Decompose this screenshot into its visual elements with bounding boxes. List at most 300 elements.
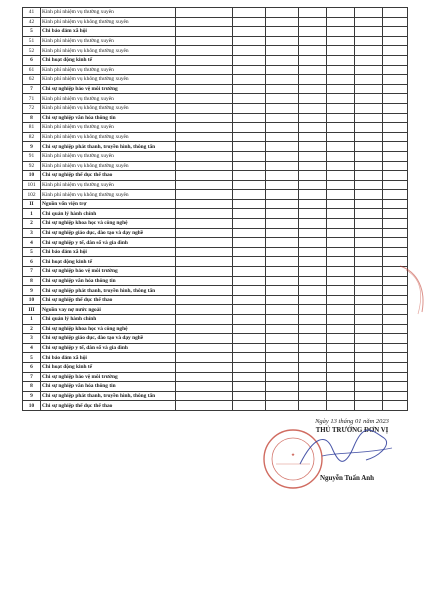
value-cell (355, 343, 383, 353)
value-cell (233, 84, 266, 94)
value-cell (355, 276, 383, 286)
row-label: Kinh phí nhiệm vụ thường xuyên (41, 65, 176, 75)
value-cell (327, 171, 355, 181)
row-label: Chi quản lý hành chính (41, 209, 176, 219)
row-label: Chi hoạt động kinh tế (41, 362, 176, 372)
row-label: Kinh phí nhiệm vụ không thường xuyên (41, 17, 176, 27)
value-cell (327, 161, 355, 171)
value-cell (266, 353, 299, 363)
value-cell (327, 27, 355, 37)
value-cell (327, 305, 355, 315)
row-number: 3 (23, 228, 41, 238)
row-number: 7 (23, 84, 41, 94)
row-label: Kinh phí nhiệm vụ thường xuyên (41, 123, 176, 133)
value-cell (176, 334, 233, 344)
value-cell (383, 75, 408, 85)
value-cell (266, 267, 299, 277)
value-cell (383, 36, 408, 46)
value-cell (176, 324, 233, 334)
row-number: 82 (23, 132, 41, 142)
value-cell (355, 305, 383, 315)
value-cell (299, 36, 327, 46)
value-cell (233, 257, 266, 267)
value-cell (383, 238, 408, 248)
value-cell (233, 247, 266, 257)
value-cell (299, 27, 327, 37)
value-cell (327, 36, 355, 46)
value-cell (355, 190, 383, 200)
row-number: 8 (23, 276, 41, 286)
value-cell (233, 209, 266, 219)
table-row (23, 103, 408, 113)
row-number: 41 (23, 8, 41, 18)
value-cell (266, 27, 299, 37)
value-cell (176, 315, 233, 325)
table-row (23, 132, 408, 142)
value-cell (327, 324, 355, 334)
value-cell (383, 391, 408, 401)
value-cell (299, 132, 327, 142)
value-cell (233, 305, 266, 315)
value-cell (299, 17, 327, 27)
row-label: Chi sự nghiệp y tế, dân số và gia đình (41, 343, 176, 353)
value-cell (266, 36, 299, 46)
value-cell (266, 343, 299, 353)
value-cell (355, 65, 383, 75)
value-cell (383, 55, 408, 65)
value-cell (327, 401, 355, 411)
value-cell (327, 247, 355, 257)
table-row (23, 84, 408, 94)
value-cell (299, 343, 327, 353)
value-cell (233, 142, 266, 152)
value-cell (355, 46, 383, 56)
row-number: 8 (23, 382, 41, 392)
value-cell (266, 161, 299, 171)
value-cell (383, 113, 408, 123)
value-cell (176, 36, 233, 46)
row-label: Kinh phí nhiệm vụ không thường xuyên (41, 132, 176, 142)
table-row (23, 286, 408, 296)
value-cell (266, 382, 299, 392)
value-cell (233, 286, 266, 296)
value-cell (266, 190, 299, 200)
row-label: Chi hoạt động kinh tế (41, 55, 176, 65)
signature-block (262, 418, 412, 482)
value-cell (383, 228, 408, 238)
value-cell (327, 353, 355, 363)
value-cell (233, 219, 266, 229)
value-cell (233, 113, 266, 123)
table-row (23, 324, 408, 334)
value-cell (383, 324, 408, 334)
table-row (23, 142, 408, 152)
value-cell (266, 171, 299, 181)
value-cell (266, 65, 299, 75)
value-cell (355, 75, 383, 85)
svg-text:★: ★ (290, 452, 296, 457)
value-cell (233, 276, 266, 286)
value-cell (355, 8, 383, 18)
table-row (23, 257, 408, 267)
value-cell (383, 103, 408, 113)
row-label: Kinh phí nhiệm vụ thường xuyên (41, 180, 176, 190)
value-cell (266, 17, 299, 27)
value-cell (266, 209, 299, 219)
value-cell (327, 17, 355, 27)
value-cell (383, 27, 408, 37)
table-row (23, 151, 408, 161)
value-cell (233, 190, 266, 200)
value-cell (327, 276, 355, 286)
value-cell (299, 305, 327, 315)
row-number: 101 (23, 180, 41, 190)
row-label: Chi sự nghiệp giáo dục, đào tạo và dạy nghề (41, 334, 176, 344)
value-cell (355, 228, 383, 238)
value-cell (266, 180, 299, 190)
value-cell (266, 315, 299, 325)
value-cell (383, 334, 408, 344)
value-cell (176, 391, 233, 401)
value-cell (233, 171, 266, 181)
row-number: 10 (23, 401, 41, 411)
value-cell (327, 257, 355, 267)
value-cell (355, 27, 383, 37)
value-cell (176, 142, 233, 152)
value-cell (233, 123, 266, 133)
value-cell (266, 199, 299, 209)
row-label: Chi sự nghiệp thể dục thể thao (41, 295, 176, 305)
value-cell (233, 46, 266, 56)
table-row (23, 171, 408, 181)
value-cell (383, 65, 408, 75)
value-cell (299, 334, 327, 344)
value-cell (176, 343, 233, 353)
value-cell (233, 199, 266, 209)
row-number: 4 (23, 343, 41, 353)
row-number: III (23, 305, 41, 315)
value-cell (299, 113, 327, 123)
table-row (23, 180, 408, 190)
signer-name: Nguyễn Tuấn Anh (319, 474, 375, 482)
value-cell (266, 55, 299, 65)
table-row (23, 334, 408, 344)
value-cell (266, 75, 299, 85)
row-number: 6 (23, 362, 41, 372)
row-label: Chi sự nghiệp văn hóa thông tin (41, 113, 176, 123)
value-cell (327, 362, 355, 372)
value-cell (233, 362, 266, 372)
row-label: Chi quản lý hành chính (41, 315, 176, 325)
value-cell (299, 257, 327, 267)
value-cell (383, 401, 408, 411)
value-cell (355, 113, 383, 123)
row-label: Kinh phí nhiệm vụ thường xuyên (41, 151, 176, 161)
value-cell (327, 65, 355, 75)
table-row (23, 382, 408, 392)
value-cell (383, 199, 408, 209)
value-cell (233, 401, 266, 411)
value-cell (266, 305, 299, 315)
value-cell (176, 219, 233, 229)
table-row (23, 55, 408, 65)
table-row (23, 46, 408, 56)
value-cell (299, 267, 327, 277)
value-cell (233, 228, 266, 238)
value-cell (355, 362, 383, 372)
value-cell (327, 219, 355, 229)
value-cell (266, 295, 299, 305)
value-cell (299, 324, 327, 334)
row-label: Kinh phí nhiệm vụ thường xuyên (41, 36, 176, 46)
value-cell (383, 94, 408, 104)
row-number: 71 (23, 94, 41, 104)
row-number: 61 (23, 65, 41, 75)
value-cell (327, 315, 355, 325)
table-row (23, 228, 408, 238)
row-number: 9 (23, 286, 41, 296)
row-label: Chi sự nghiệp văn hóa thông tin (41, 382, 176, 392)
table-row (23, 219, 408, 229)
handwritten-signature (292, 426, 402, 476)
value-cell (299, 362, 327, 372)
value-cell (233, 65, 266, 75)
value-cell (383, 372, 408, 382)
row-label: Chi hoạt động kinh tế (41, 257, 176, 267)
row-label: Nguồn vốn viện trợ (41, 199, 176, 209)
row-number: 6 (23, 257, 41, 267)
value-cell (383, 84, 408, 94)
value-cell (355, 295, 383, 305)
value-cell (327, 132, 355, 142)
value-cell (266, 286, 299, 296)
value-cell (233, 343, 266, 353)
value-cell (299, 353, 327, 363)
value-cell (327, 113, 355, 123)
table-row (23, 209, 408, 219)
row-label: Chi sự nghiệp bảo vệ môi trường (41, 267, 176, 277)
value-cell (383, 190, 408, 200)
row-number: 7 (23, 372, 41, 382)
value-cell (299, 238, 327, 248)
value-cell (176, 295, 233, 305)
value-cell (327, 180, 355, 190)
value-cell (176, 238, 233, 248)
value-cell (233, 372, 266, 382)
row-number: 91 (23, 151, 41, 161)
row-number: 62 (23, 75, 41, 85)
row-number: 9 (23, 142, 41, 152)
row-number: 72 (23, 103, 41, 113)
value-cell (176, 46, 233, 56)
table-row (23, 362, 408, 372)
value-cell (355, 247, 383, 257)
value-cell (355, 151, 383, 161)
value-cell (266, 46, 299, 56)
value-cell (355, 382, 383, 392)
value-cell (176, 171, 233, 181)
value-cell (176, 257, 233, 267)
value-cell (266, 372, 299, 382)
row-number: 81 (23, 123, 41, 133)
value-cell (176, 401, 233, 411)
value-cell (266, 228, 299, 238)
value-cell (299, 391, 327, 401)
value-cell (383, 353, 408, 363)
value-cell (176, 151, 233, 161)
row-label: Chi sự nghiệp văn hóa thông tin (41, 276, 176, 286)
value-cell (383, 382, 408, 392)
row-number: 42 (23, 17, 41, 27)
value-cell (299, 46, 327, 56)
value-cell (176, 123, 233, 133)
value-cell (299, 142, 327, 152)
row-number: 8 (23, 113, 41, 123)
value-cell (327, 382, 355, 392)
value-cell (299, 180, 327, 190)
value-cell (355, 219, 383, 229)
value-cell (383, 171, 408, 181)
value-cell (233, 55, 266, 65)
value-cell (355, 199, 383, 209)
value-cell (327, 46, 355, 56)
row-number: 4 (23, 238, 41, 248)
row-number: 102 (23, 190, 41, 200)
value-cell (327, 190, 355, 200)
value-cell (233, 353, 266, 363)
value-cell (327, 238, 355, 248)
value-cell (176, 228, 233, 238)
row-label: Nguồn vay nợ nước ngoài (41, 305, 176, 315)
value-cell (383, 362, 408, 372)
value-cell (233, 238, 266, 248)
value-cell (383, 180, 408, 190)
value-cell (299, 123, 327, 133)
value-cell (327, 55, 355, 65)
value-cell (299, 103, 327, 113)
value-cell (266, 113, 299, 123)
row-label: Chi sự nghiệp phát thanh, truyền hình, thông tấn (41, 286, 176, 296)
value-cell (355, 142, 383, 152)
signature-title: THỦ TRƯỞNG ĐƠN VỊ (315, 427, 389, 434)
row-number: 2 (23, 219, 41, 229)
table-row (23, 343, 408, 353)
row-number: 1 (23, 315, 41, 325)
value-cell (383, 161, 408, 171)
value-cell (176, 190, 233, 200)
value-cell (383, 151, 408, 161)
table-row (23, 267, 408, 277)
value-cell (299, 65, 327, 75)
value-cell (176, 103, 233, 113)
value-cell (176, 84, 233, 94)
value-cell (233, 295, 266, 305)
table-row (23, 199, 408, 209)
value-cell (266, 84, 299, 94)
value-cell (266, 276, 299, 286)
value-cell (355, 324, 383, 334)
row-label: Kinh phí nhiệm vụ thường xuyên (41, 8, 176, 18)
value-cell (383, 219, 408, 229)
value-cell (355, 103, 383, 113)
value-cell (176, 113, 233, 123)
value-cell (176, 17, 233, 27)
value-cell (176, 180, 233, 190)
value-cell (176, 161, 233, 171)
value-cell (327, 228, 355, 238)
value-cell (299, 199, 327, 209)
value-cell (176, 132, 233, 142)
value-cell (176, 276, 233, 286)
value-cell (327, 209, 355, 219)
value-cell (355, 267, 383, 277)
budget-table (22, 7, 408, 411)
value-cell (233, 17, 266, 27)
value-cell (299, 161, 327, 171)
value-cell (327, 267, 355, 277)
table-row (23, 123, 408, 133)
value-cell (233, 382, 266, 392)
value-cell (176, 372, 233, 382)
value-cell (327, 343, 355, 353)
value-cell (383, 142, 408, 152)
value-cell (383, 17, 408, 27)
row-label: Chi sự nghiệp bảo vệ môi trường (41, 372, 176, 382)
row-label: Chi bảo đảm xã hội (41, 27, 176, 37)
table-row (23, 17, 408, 27)
value-cell (327, 84, 355, 94)
row-label: Chi sự nghiệp y tế, dân số và gia đình (41, 238, 176, 248)
table-row (23, 161, 408, 171)
value-cell (355, 353, 383, 363)
value-cell (233, 36, 266, 46)
row-number: 7 (23, 267, 41, 277)
value-cell (233, 391, 266, 401)
row-number: 5 (23, 27, 41, 37)
value-cell (176, 286, 233, 296)
value-cell (266, 324, 299, 334)
row-number: 1 (23, 209, 41, 219)
value-cell (355, 286, 383, 296)
value-cell (383, 123, 408, 133)
value-cell (355, 132, 383, 142)
value-cell (299, 84, 327, 94)
table-row (23, 65, 408, 75)
row-number: II (23, 199, 41, 209)
value-cell (299, 8, 327, 18)
value-cell (176, 209, 233, 219)
table-row (23, 113, 408, 123)
value-cell (233, 103, 266, 113)
value-cell (266, 238, 299, 248)
value-cell (176, 305, 233, 315)
value-cell (266, 132, 299, 142)
value-cell (266, 8, 299, 18)
table-row (23, 401, 408, 411)
row-label: Kinh phí nhiệm vụ không thường xuyên (41, 161, 176, 171)
value-cell (299, 171, 327, 181)
value-cell (327, 151, 355, 161)
value-cell (383, 209, 408, 219)
value-cell (299, 247, 327, 257)
value-cell (266, 401, 299, 411)
table-row (23, 276, 408, 286)
table-row (23, 391, 408, 401)
value-cell (299, 372, 327, 382)
value-cell (176, 199, 233, 209)
value-cell (327, 391, 355, 401)
row-label: Kinh phí nhiệm vụ không thường xuyên (41, 190, 176, 200)
